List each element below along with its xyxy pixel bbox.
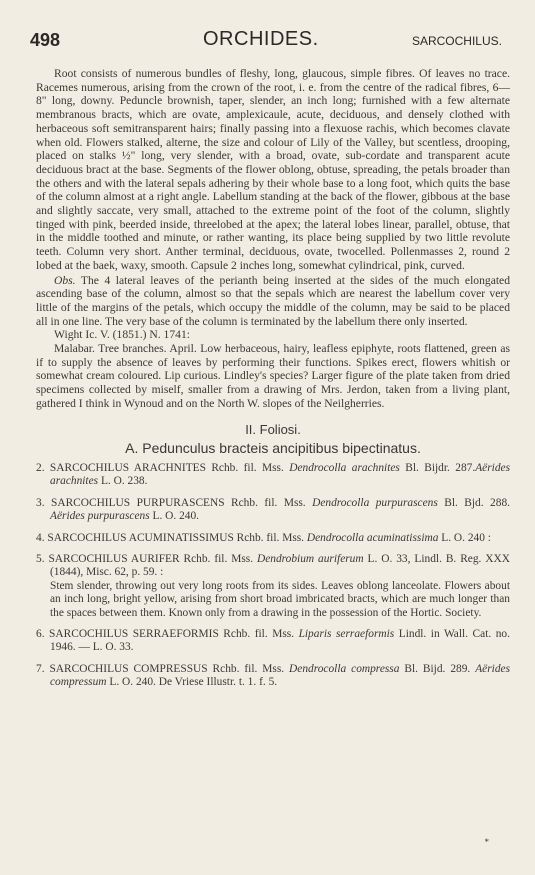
species-entry: [36, 663, 510, 690]
species-entry: [36, 628, 510, 655]
species-description: Stem slender, throwing out very long roots from its sides. Leaves oblong lanceolate. Flowers about an inch long, bright yellow, arising from short broad imbricated bracts, which are much longer than the spaces between them. Known only from a drawing in the possession of the Hortic. Society.: [50, 579, 510, 619]
genus-heading: SARCOCHILUS.: [411, 34, 502, 48]
printer-mark: *: [484, 837, 489, 847]
species-entry: [36, 497, 510, 524]
malabar-paragraph: Malabar. Tree branches. April. Low herbaceous, hairy, leafless epiphyte, roots flattened, green as if to supply the absence of leaves by performing their functions. Spikes erect, flowers whitish or somewhat cream coloured. Lip curious. Lindley's species? Larger figure of the plate taken from dried specimens collected by miself, smaller from a drawing of Mrs. Jerdon, taken from a living plant, gathered I think in Wynoud and on the North W. slopes of the Neilgherries.: [36, 342, 510, 410]
running-title: ORCHIDES.: [203, 28, 319, 50]
subsection-heading: A. Pedunculus bracteis ancipitibus bipectinatus.: [125, 440, 421, 457]
species-entry: [36, 532, 510, 545]
page-number: 498: [30, 30, 61, 50]
wight-reference: Wight Ic. V. (1851.) N. 1741:: [54, 328, 190, 342]
species-line: 7. SARCOCHILUS COMPRESSUS Rchb. fil. Mss. Dendrocolla compressa Bl. Bijd. 289. Aërides compressum L. O. 240. De Vriese Illustr. t. 1. f. 5.: [36, 662, 510, 689]
section-heading: II. Foliosi.: [245, 421, 301, 437]
page-header: [0, 22, 535, 52]
species-entry: [36, 462, 510, 489]
species-entry: [36, 553, 510, 620]
text-body: [36, 67, 510, 698]
species-line: 3. SARCOCHILUS PURPURASCENS Rchb. fil. Mss. Dendrocolla purpurascens Bl. Bjd. 288. Aërides purpurascens L. O. 240.: [36, 496, 510, 523]
species-line: 4. SARCOCHILUS ACUMINATISSIMUS Rchb. fil. Mss. Dendrocolla acuminatissima L. O. 240 :: [36, 531, 491, 544]
species-line: 6. SARCOCHILUS SERRAEFORMIS Rchb. fil. Mss. Liparis serraeformis Lindl. in Wall. Cat. no. 1946. — L. O. 33.: [36, 628, 510, 654]
obs-text: The 4 lateral leaves of the perianth being inserted at the sides of the much elongated ascending base of the column, almost so that the sepals which are nearest the labellum cover very little of the margins of the petals, which occupy the middle of the column, may be said to be placed all in one line. The very base of the column is terminated by the labellum there only inserted.: [36, 273, 510, 328]
obs-label: Obs.: [54, 273, 76, 287]
obs-paragraph: [36, 274, 510, 329]
description-paragraph: Root consists of numerous bundles of fleshy, long, glaucous, simple fibres. Of leaves no trace. Racemes numerous, arising from the crown of the root, i. e. from the centre of the radical fibres, 6—8" long, downy. Peduncle brownish, taper, slender, an inch long; furnished with a few alternate membranous bracts, which are ovate, amplexicaule, acute, deciduous, and densely clothed with herbaceous soft semitransparent hairs; finally passing into a flexuose rachis, which becomes clavate when old. Flowers stalked, alterne, the size and colour of Lily of the Valley, but scentless, drooping, placed on stalks ½" long, very slender, with a broad, ovate, sub-cordate and transparent acute deciduous bract at the base. Segments of the flower oblong, obtuse, spreading, the petals broader than the others and with the lateral sepals adhering by their whole base to a long foot, which quits the base of the column almost at a right angle. Labellum standing at the back of the flower, gibbous at the base and slightly saccate, very small, attached to the extreme point of the foot of the column, slightly tinged with pink, beerded inside, threelobed at the apex; the lateral lobes linear, parallel, obtuse, that in the middle toothed and minute, or rather wanting, its place being supplied by two little revolute teeth. Column very short. Anther terminal, deciduous, ovate, twocelled. Pollenmasses 2, round 2 lobed at the baek, waxy, smooth. Capsule 2 inches long, somewhat cylindrical, pink, curved.: [36, 67, 510, 272]
species-line: 2. SARCOCHILUS ARACHNITES Rchb. fil. Mss. Dendrocolla arachnites Bl. Bijdr. 287.Aërides arachnites L. O. 238.: [36, 461, 510, 488]
species-line: 5. SARCOCHILUS AURIFER Rchb. fil. Mss. Dendrobium auriferum L. O. 33, Lindl. B. Reg. XXX (1844), Misc. 62, p. 59. :: [36, 553, 510, 579]
